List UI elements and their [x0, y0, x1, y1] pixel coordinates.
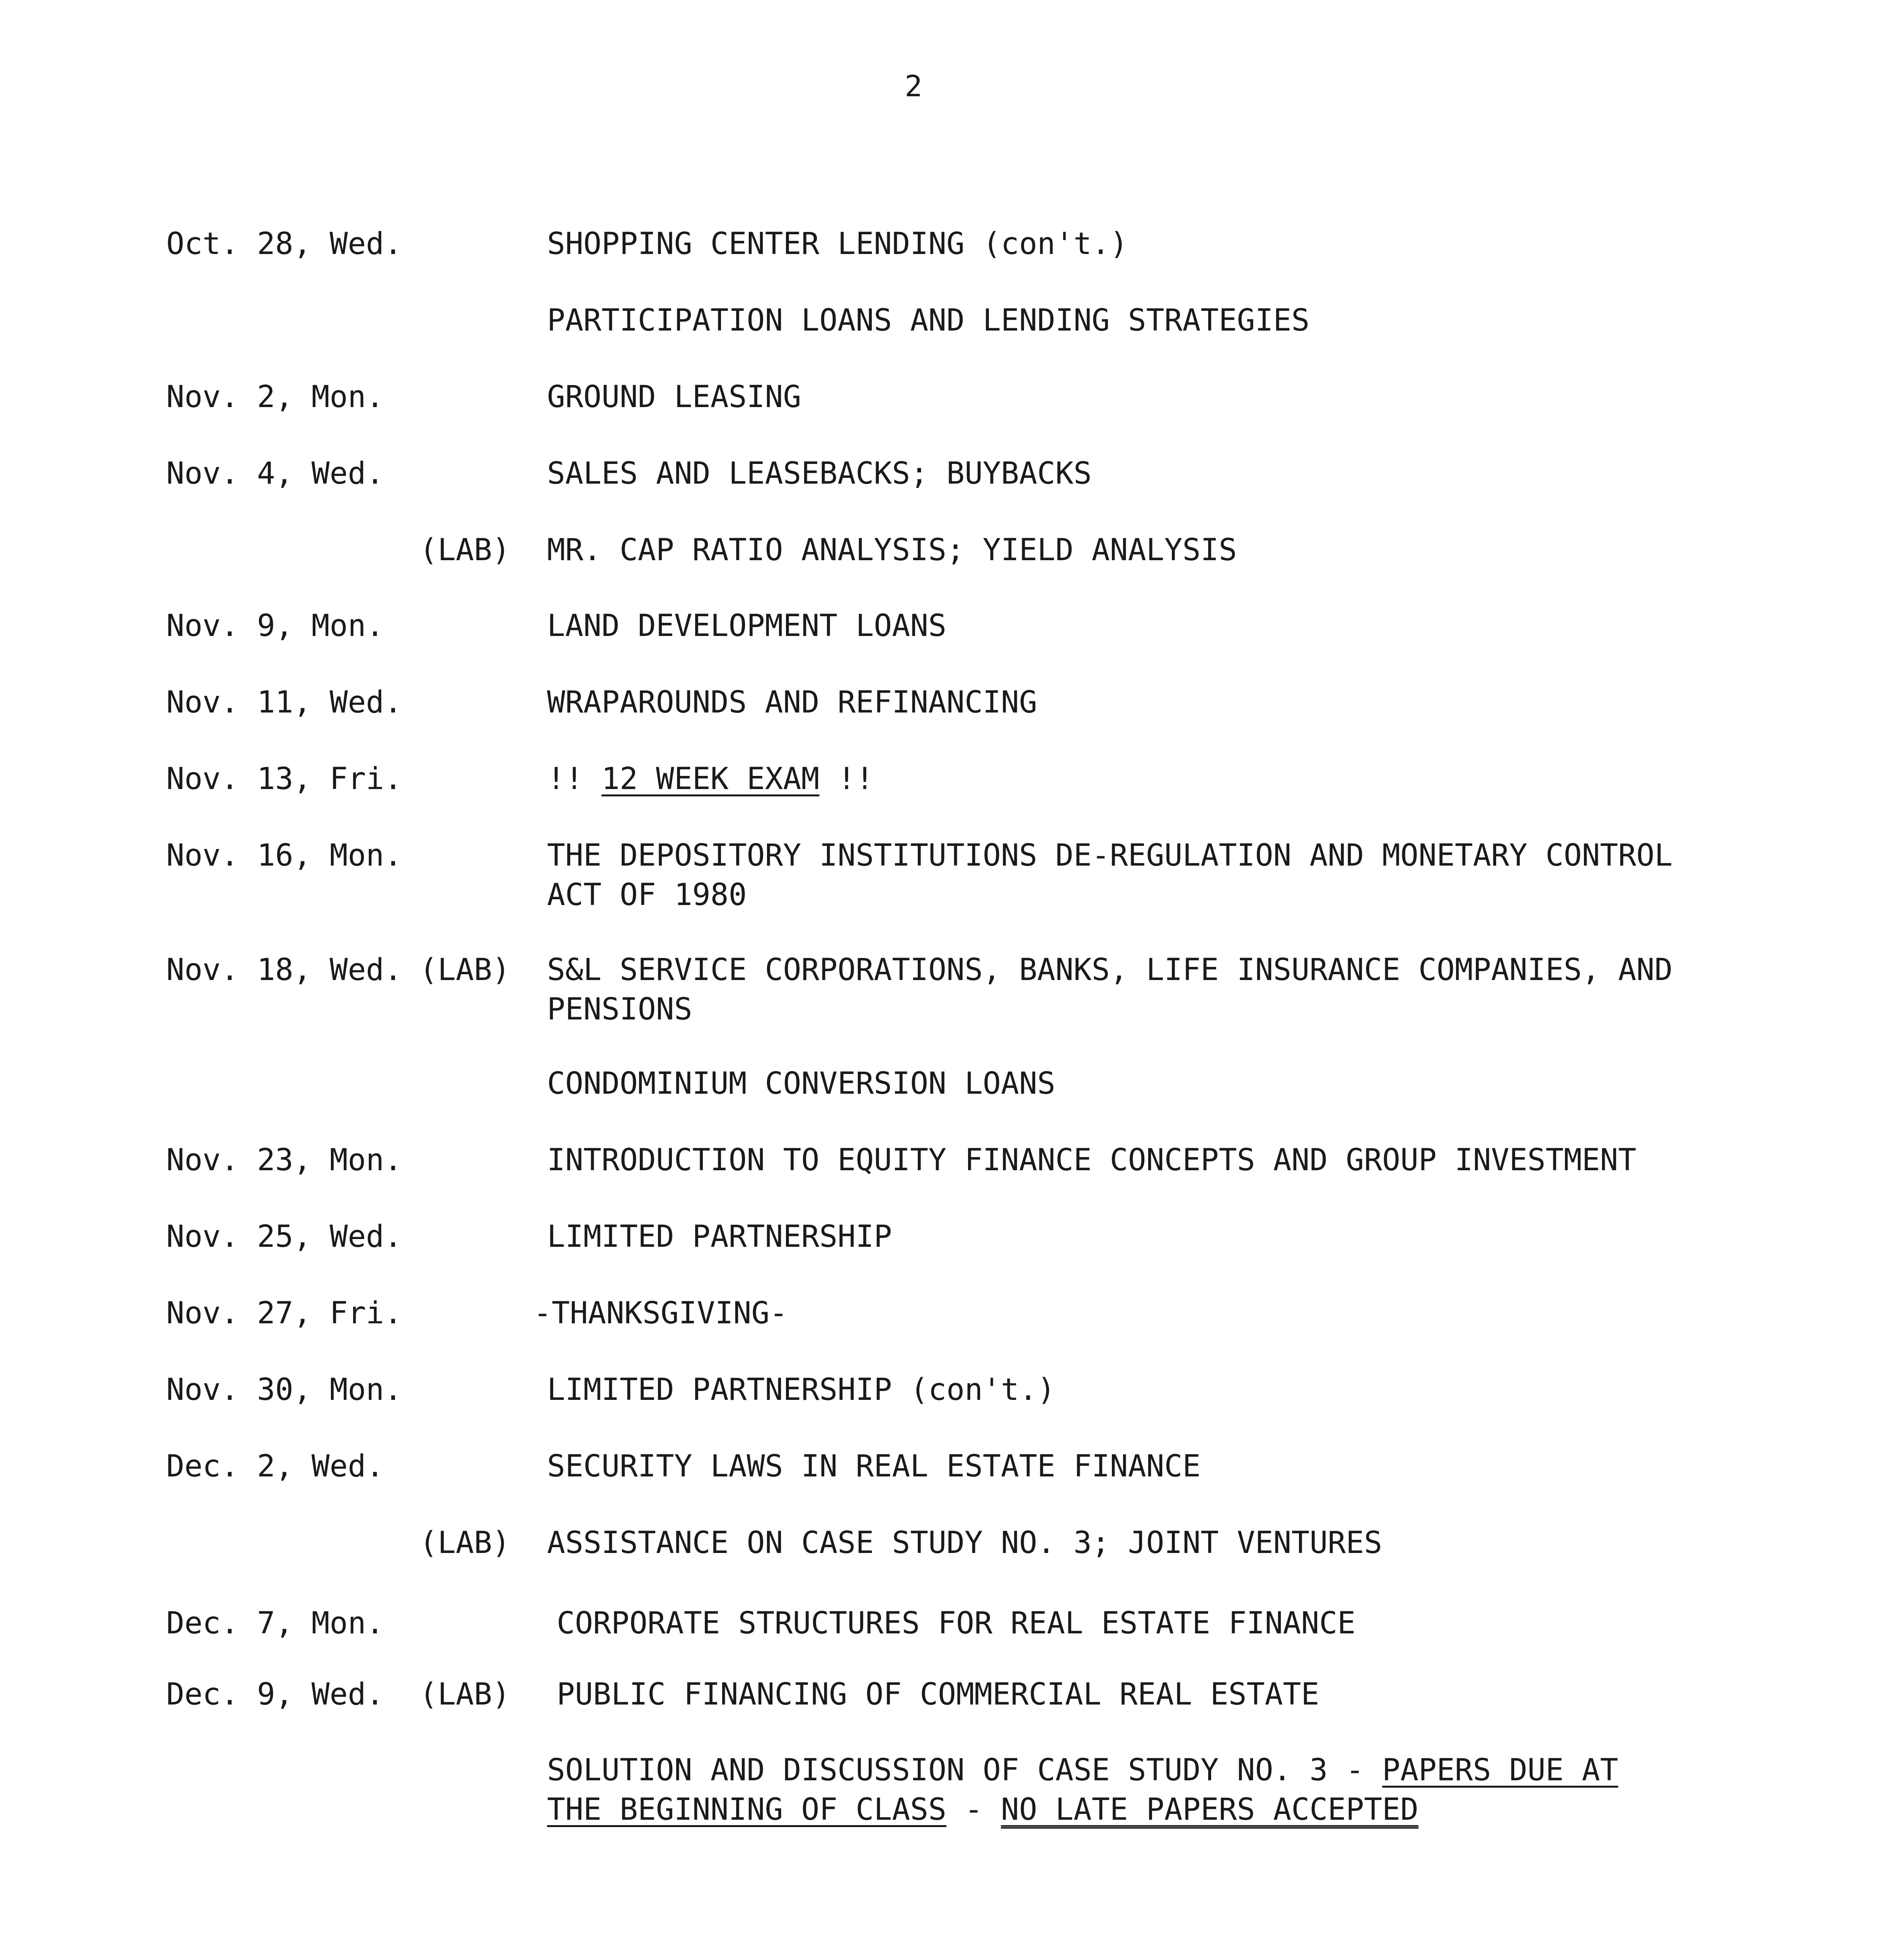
- exam-title: 12 WEEK EXAM: [601, 762, 820, 796]
- page-number: 2: [905, 69, 922, 103]
- lab-label: (LAB): [419, 1526, 510, 1560]
- schedule-date: Nov. 27, Fri.: [166, 1296, 402, 1331]
- schedule-topic: SALES AND LEASEBACKS; BUYBACKS: [547, 456, 1092, 491]
- topic-line: THE DEPOSITORY INSTITUTIONS DE-REGULATION AND MONETARY CONTROL: [547, 838, 1673, 873]
- exam-suffix: !!: [819, 762, 874, 796]
- schedule-date: Dec. 2, Wed.: [166, 1449, 384, 1484]
- schedule-topic: [547, 759, 874, 799]
- lab-label: (LAB): [419, 953, 510, 987]
- schedule-date: Nov. 23, Mon.: [166, 1143, 402, 1178]
- schedule-topic: [547, 1751, 1618, 1829]
- schedule-date: Nov. 30, Mon.: [166, 1372, 402, 1407]
- schedule-topic: GROUND LEASING: [547, 380, 801, 414]
- schedule-date: Oct. 28, Wed.: [166, 227, 402, 261]
- schedule-date: Nov. 9, Mon.: [166, 609, 384, 643]
- schedule-topic: CORPORATE STRUCTURES FOR REAL ESTATE FINANCE: [557, 1606, 1356, 1641]
- topic-line: S&L SERVICE CORPORATIONS, BANKS, LIFE INSURANCE COMPANIES, AND: [547, 953, 1673, 987]
- beginning-of-class-text: THE BEGINNING OF CLASS: [547, 1792, 947, 1827]
- schedule-topic: LIMITED PARTNERSHIP (con't.): [547, 1372, 1055, 1407]
- case-study-text: SOLUTION AND DISCUSSION OF CASE STUDY NO. 3 -: [547, 1753, 1382, 1788]
- schedule-topic: LAND DEVELOPMENT LOANS: [547, 609, 947, 643]
- schedule-topic: LIMITED PARTNERSHIP: [547, 1219, 892, 1254]
- schedule-topic: [547, 836, 1673, 915]
- topic-line: ACT OF 1980: [547, 878, 747, 912]
- schedule-date: Nov. 25, Wed.: [166, 1219, 402, 1254]
- lab-label: (LAB): [419, 1677, 510, 1712]
- schedule-topic: [547, 950, 1673, 1029]
- schedule-topic: MR. CAP RATIO ANALYSIS; YIELD ANALYSIS: [547, 533, 1237, 568]
- schedule-topic: ASSISTANCE ON CASE STUDY NO. 3; JOINT VENTURES: [547, 1526, 1382, 1560]
- schedule-date: Nov. 18, Wed.: [166, 953, 402, 987]
- separator-text: -: [946, 1792, 1001, 1827]
- schedule-topic: PARTICIPATION LOANS AND LENDING STRATEGIES: [547, 303, 1310, 338]
- schedule-date: Nov. 16, Mon.: [166, 838, 402, 873]
- schedule-date: Nov. 11, Wed.: [166, 685, 402, 720]
- schedule-topic: CONDOMINIUM CONVERSION LOANS: [547, 1066, 1055, 1101]
- papers-due-text: PAPERS DUE AT: [1382, 1753, 1618, 1788]
- schedule-topic: INTRODUCTION TO EQUITY FINANCE CONCEPTS AND GROUP INVESTMENT: [547, 1143, 1636, 1178]
- schedule-topic: PUBLIC FINANCING OF COMMERCIAL REAL ESTATE: [557, 1677, 1319, 1712]
- no-late-papers-text: NO LATE PAPERS ACCEPTED: [1001, 1792, 1419, 1827]
- schedule-date: Nov. 2, Mon.: [166, 380, 384, 414]
- schedule-date: Dec. 7, Mon.: [166, 1606, 384, 1641]
- schedule-date: Nov. 13, Fri.: [166, 762, 402, 796]
- schedule-date: Nov. 4, Wed.: [166, 456, 384, 491]
- schedule-date: Dec. 9, Wed.: [166, 1677, 384, 1712]
- topic-line: PENSIONS: [547, 992, 692, 1027]
- schedule-topic: SECURITY LAWS IN REAL ESTATE FINANCE: [547, 1449, 1201, 1484]
- lab-label: (LAB): [419, 533, 510, 568]
- schedule-topic: -THANKSGIVING-: [534, 1296, 788, 1331]
- schedule-topic: WRAPAROUNDS AND REFINANCING: [547, 685, 1037, 720]
- schedule-topic: SHOPPING CENTER LENDING (con't.): [547, 227, 1128, 261]
- exam-prefix: !!: [547, 762, 602, 796]
